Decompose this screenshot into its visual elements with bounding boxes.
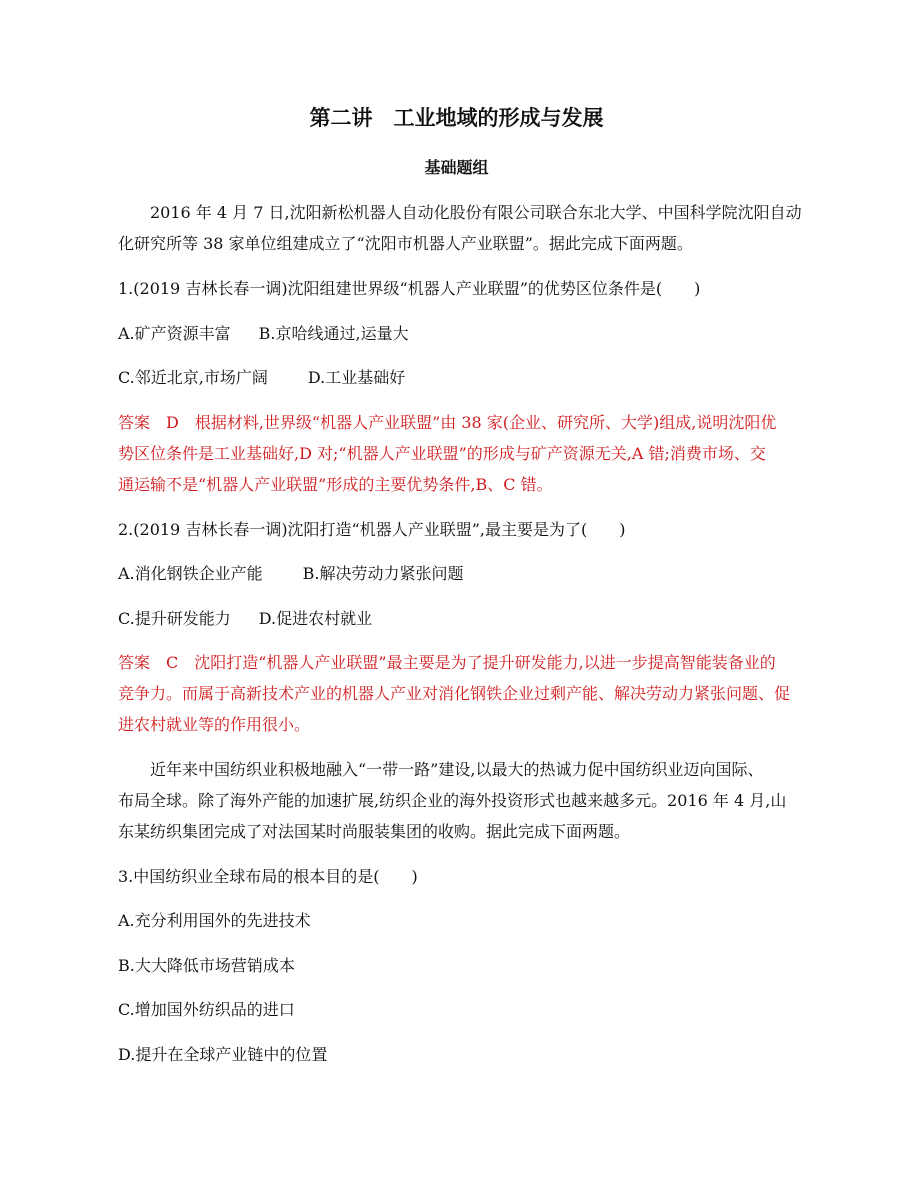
question2-answer-line1: 答案 C 沈阳打造“机器人产业联盟”最主要是为了提升研发能力,以进一步提高智能装备业的: [118, 653, 776, 672]
question1-answer-line1: 答案 D 根据材料,世界级“机器人产业联盟”由 38 家(企业、研究所、大学)组成,说明沈阳优: [118, 413, 777, 432]
question2-stem: 2.(2019 吉林长春一调)沈阳打造“机器人产业联盟”,最主要是为了( ): [118, 520, 626, 539]
question3-option-d: D.提升在全球产业链中的位置: [118, 1045, 328, 1064]
question2-option-a: A.消化钢铁企业产能: [118, 564, 263, 583]
question1-stem: 1.(2019 吉林长春一调)沈阳组建世界级“机器人产业联盟”的优势区位条件是( ): [118, 279, 701, 298]
passage1-line1: 2016 年 4 月 7 日,沈阳新松机器人自动化股份有限公司联合东北大学、中国科学院沈阳自动: [150, 203, 802, 222]
passage2-line3: 东某纺织集团完成了对法国某时尚服装集团的收购。据此完成下面两题。: [118, 822, 631, 841]
question2-answer-line3: 进农村就业等的作用很小。: [118, 715, 311, 734]
passage2-line2: 布局全球。除了海外产能的加速扩展,纺织企业的海外投资形式也越来越多元。2016 年 4 月,山: [118, 791, 787, 810]
question1-answer-line3: 通运输不是“机器人产业联盟”形成的主要优势条件,B、C 错。: [118, 475, 553, 494]
question2-option-b: B.解决劳动力紧张问题: [302, 564, 464, 583]
passage2-line1: 近年来中国纺织业积极地融入“一带一路”建设,以最大的热诚力促中国纺织业迈向国际、: [150, 760, 764, 779]
question2-options-ab: [118, 563, 464, 585]
question1-option-c: C.邻近北京,市场广阔: [118, 368, 268, 387]
passage1-line2: 化研究所等 38 家单位组建成立了“沈阳市机器人产业联盟”。据此完成下面两题。: [118, 234, 693, 253]
question3-option-a: A.充分利用国外的先进技术: [118, 911, 311, 930]
question1-options-ab: [118, 323, 409, 345]
question3-stem: 3.中国纺织业全球布局的根本目的是( ): [118, 867, 418, 886]
question2-option-c: C.提升研发能力: [118, 609, 231, 628]
question3-option-c: C.增加国外纺织品的进口: [118, 1000, 295, 1019]
question2-options-cd: [118, 608, 372, 630]
question1-option-b: B.京哈线通过,运量大: [258, 324, 409, 343]
question3-option-b: B.大大降低市场营销成本: [118, 956, 295, 975]
question1-option-d: D.工业基础好: [307, 368, 406, 387]
question1-option-a: A.矿产资源丰富: [118, 324, 231, 343]
question2-option-d: D.促进农村就业: [258, 609, 373, 628]
question1-answer-line2: 势区位条件是工业基础好,D 对;“机器人产业联盟”的形成与矿产资源无关,A 错;消费市场、交: [118, 444, 766, 463]
question1-options-cd: [118, 367, 405, 389]
page-title: 第二讲 工业地域的形成与发展: [309, 105, 604, 130]
section-title: 基础题组: [424, 158, 489, 177]
question2-answer-line2: 竞争力。而属于高新技术产业的机器人产业对消化钢铁企业过剩产能、解决劳动力紧张问题、促: [118, 684, 791, 703]
